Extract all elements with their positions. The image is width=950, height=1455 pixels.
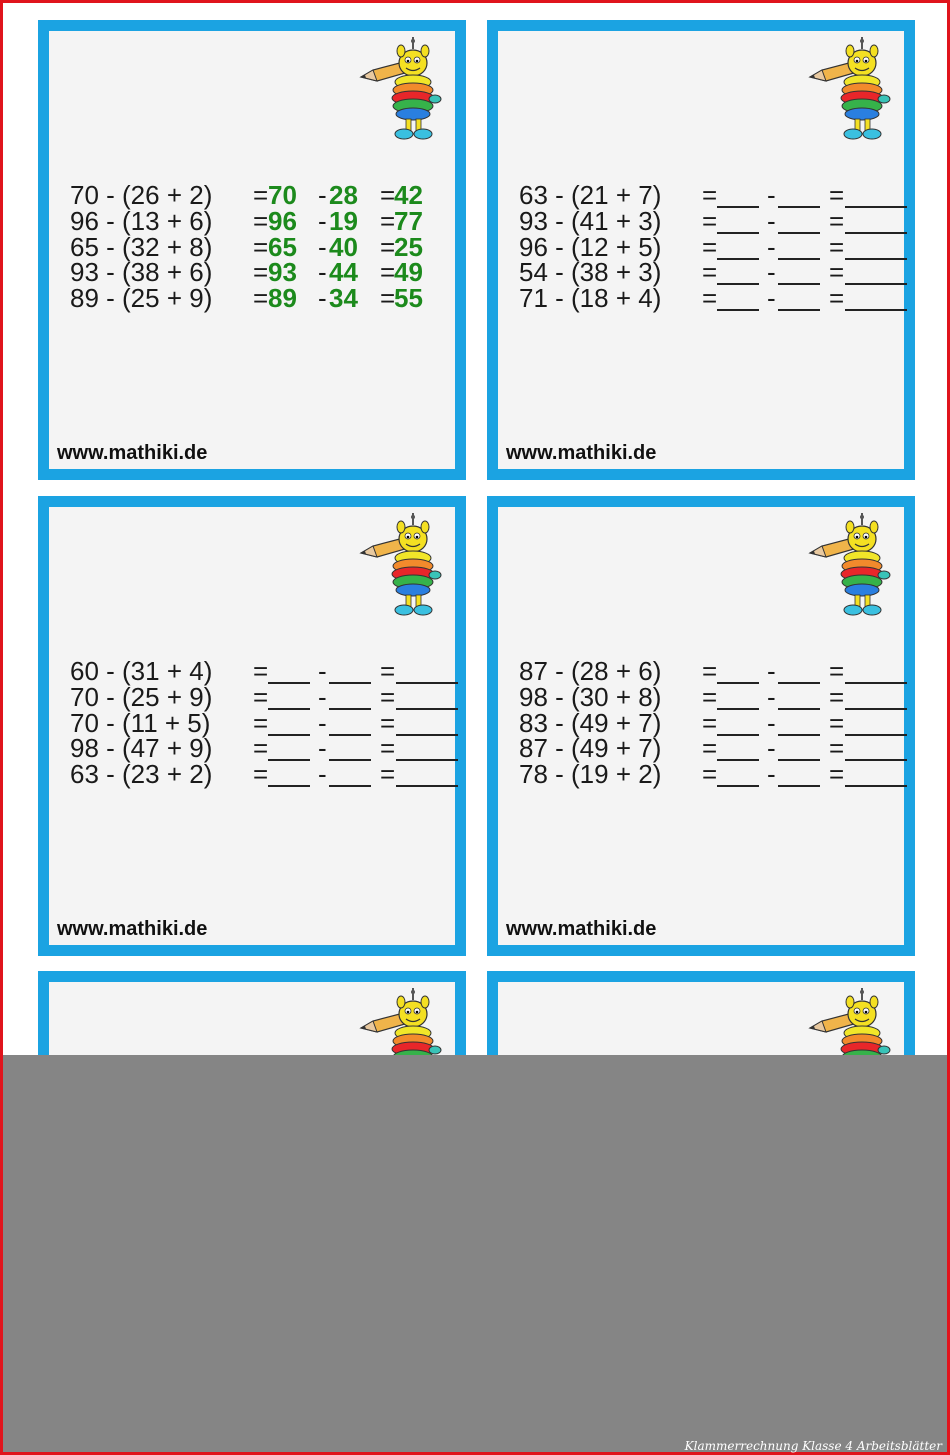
answer-blank xyxy=(778,737,820,761)
equation-row xyxy=(519,658,899,684)
equals-sign: = xyxy=(380,759,396,790)
equation-expression: 54 - (38 + 3) xyxy=(519,257,662,288)
minus-sign: - xyxy=(767,733,776,764)
answer-blank xyxy=(329,763,371,787)
mascot-icon xyxy=(808,37,898,145)
equals-sign: = xyxy=(253,205,269,236)
equation-expression: 63 - (21 + 7) xyxy=(519,180,662,210)
equals-sign: = xyxy=(702,707,718,738)
equals-sign: = xyxy=(702,283,718,314)
equation-expression: 89 - (25 + 9) xyxy=(70,283,213,314)
answer-blank xyxy=(717,737,759,761)
answer-blank xyxy=(845,236,907,260)
answer-blank xyxy=(396,763,458,787)
answer-blank xyxy=(845,763,907,787)
equals-sign: = xyxy=(253,707,269,738)
equals-sign: = xyxy=(829,257,845,288)
minus-sign: - xyxy=(318,180,327,210)
answer-blank xyxy=(845,660,907,684)
answer-value: 49 xyxy=(394,257,423,288)
answer-blank xyxy=(778,763,820,787)
answer-blank xyxy=(396,660,458,684)
site-url: www.mathiki.de xyxy=(57,918,208,940)
answer-blank xyxy=(329,660,371,684)
answer-blank xyxy=(717,763,759,787)
equals-sign: = xyxy=(829,733,845,764)
minus-sign: - xyxy=(318,205,327,236)
mascot-icon xyxy=(359,37,449,145)
equals-sign: = xyxy=(829,759,845,790)
equals-sign: = xyxy=(702,759,718,790)
answer-blank xyxy=(845,184,907,208)
equation-expression: 98 - (47 + 9) xyxy=(70,733,213,764)
answer-value: 70 xyxy=(268,180,297,210)
minus-sign: - xyxy=(318,656,327,686)
minus-sign: - xyxy=(767,180,776,210)
answer-blank xyxy=(329,686,371,710)
equation-row xyxy=(70,707,450,738)
equals-sign: = xyxy=(253,656,269,686)
equation-list xyxy=(519,180,899,314)
minus-sign: - xyxy=(767,231,776,262)
equation-row xyxy=(519,283,899,314)
answer-value: 77 xyxy=(394,205,423,236)
equals-sign: = xyxy=(253,733,269,764)
equation-expression: 60 - (31 + 4) xyxy=(70,656,213,686)
equation-expression: 98 - (30 + 8) xyxy=(519,681,662,712)
equals-sign: = xyxy=(253,180,269,210)
answer-blank xyxy=(268,660,310,684)
answer-blank xyxy=(717,287,759,311)
answer-value: 55 xyxy=(394,283,423,314)
equals-sign: = xyxy=(253,231,269,262)
answer-blank xyxy=(845,287,907,311)
equation-expression: 70 - (26 + 2) xyxy=(70,180,213,210)
minus-sign: - xyxy=(767,205,776,236)
equation-expression: 83 - (49 + 7) xyxy=(519,707,662,738)
minus-sign: - xyxy=(767,681,776,712)
answer-blank xyxy=(778,686,820,710)
answer-blank xyxy=(268,712,310,736)
equals-sign: = xyxy=(829,656,845,686)
equals-sign: = xyxy=(702,681,718,712)
caption: Klammerrechnung Klasse 4 Arbeitsblätter xyxy=(684,1439,942,1453)
equals-sign: = xyxy=(829,231,845,262)
equals-sign: = xyxy=(829,283,845,314)
answer-blank xyxy=(268,737,310,761)
equation-row xyxy=(70,231,450,262)
equation-row xyxy=(70,257,450,288)
answer-blank xyxy=(778,261,820,285)
answer-blank xyxy=(396,712,458,736)
answer-value: 34 xyxy=(329,283,358,314)
equation-expression: 87 - (49 + 7) xyxy=(519,733,662,764)
answer-value: 44 xyxy=(329,257,358,288)
equation-row xyxy=(519,257,899,288)
answer-blank xyxy=(396,737,458,761)
equation-list xyxy=(70,180,450,314)
equals-sign: = xyxy=(702,205,718,236)
equation-expression: 65 - (32 + 8) xyxy=(70,231,213,262)
answer-value: 93 xyxy=(268,257,297,288)
answer-blank xyxy=(717,660,759,684)
answer-blank xyxy=(329,712,371,736)
equation-row xyxy=(519,733,899,764)
equals-sign: = xyxy=(380,180,396,210)
equation-expression: 71 - (18 + 4) xyxy=(519,283,662,314)
equals-sign: = xyxy=(380,733,396,764)
equation-row xyxy=(519,759,899,790)
equals-sign: = xyxy=(829,180,845,210)
answer-blank xyxy=(329,737,371,761)
equation-row xyxy=(519,182,899,208)
minus-sign: - xyxy=(318,733,327,764)
equals-sign: = xyxy=(702,733,718,764)
site-url: www.mathiki.de xyxy=(506,442,657,464)
equals-sign: = xyxy=(380,707,396,738)
minus-sign: - xyxy=(318,257,327,288)
equation-expression: 78 - (19 + 2) xyxy=(519,759,662,790)
equals-sign: = xyxy=(380,681,396,712)
equation-list xyxy=(70,656,450,790)
equals-sign: = xyxy=(380,257,396,288)
equals-sign: = xyxy=(702,656,718,686)
equation-row xyxy=(519,231,899,262)
equation-expression: 70 - (11 + 5) xyxy=(70,707,211,738)
answer-blank xyxy=(268,686,310,710)
task-card xyxy=(38,20,466,480)
task-card xyxy=(38,496,466,956)
answer-blank xyxy=(717,712,759,736)
answer-value: 96 xyxy=(268,205,297,236)
equals-sign: = xyxy=(253,759,269,790)
mascot-icon xyxy=(808,513,898,621)
equation-expression: 93 - (38 + 6) xyxy=(70,257,213,288)
equation-expression: 96 - (12 + 5) xyxy=(519,231,662,262)
equation-row xyxy=(70,658,450,684)
equals-sign: = xyxy=(380,231,396,262)
answer-blank xyxy=(778,287,820,311)
answer-blank xyxy=(778,184,820,208)
equation-row xyxy=(70,283,450,314)
equation-row xyxy=(70,205,450,236)
answer-blank xyxy=(845,737,907,761)
equation-row xyxy=(519,681,899,712)
gray-overlay xyxy=(0,1055,950,1455)
equation-row xyxy=(70,681,450,712)
task-card xyxy=(487,496,915,956)
equals-sign: = xyxy=(829,205,845,236)
task-card xyxy=(487,20,915,480)
answer-blank xyxy=(845,210,907,234)
answer-blank xyxy=(845,712,907,736)
minus-sign: - xyxy=(318,231,327,262)
answer-value: 40 xyxy=(329,231,358,262)
minus-sign: - xyxy=(767,283,776,314)
answer-blank xyxy=(845,686,907,710)
answer-blank xyxy=(778,660,820,684)
answer-blank xyxy=(268,763,310,787)
answer-blank xyxy=(778,236,820,260)
equation-expression: 63 - (23 + 2) xyxy=(70,759,213,790)
equation-row xyxy=(519,707,899,738)
minus-sign: - xyxy=(767,656,776,686)
equals-sign: = xyxy=(829,681,845,712)
answer-value: 42 xyxy=(394,180,423,210)
answer-blank xyxy=(778,210,820,234)
equals-sign: = xyxy=(380,205,396,236)
answer-blank xyxy=(717,686,759,710)
answer-blank xyxy=(845,261,907,285)
answer-value: 65 xyxy=(268,231,297,262)
minus-sign: - xyxy=(318,681,327,712)
answer-value: 19 xyxy=(329,205,358,236)
equals-sign: = xyxy=(253,283,269,314)
equals-sign: = xyxy=(702,257,718,288)
equation-list xyxy=(519,656,899,790)
minus-sign: - xyxy=(318,283,327,314)
answer-value: 25 xyxy=(394,231,423,262)
equation-expression: 96 - (13 + 6) xyxy=(70,205,213,236)
minus-sign: - xyxy=(318,707,327,738)
equals-sign: = xyxy=(253,681,269,712)
minus-sign: - xyxy=(767,257,776,288)
answer-blank xyxy=(717,210,759,234)
equals-sign: = xyxy=(702,180,718,210)
equation-expression: 70 - (25 + 9) xyxy=(70,681,213,712)
minus-sign: - xyxy=(767,759,776,790)
equals-sign: = xyxy=(253,257,269,288)
equation-row xyxy=(70,759,450,790)
equation-expression: 93 - (41 + 3) xyxy=(519,205,662,236)
equals-sign: = xyxy=(380,656,396,686)
minus-sign: - xyxy=(767,707,776,738)
minus-sign: - xyxy=(318,759,327,790)
equals-sign: = xyxy=(702,231,718,262)
answer-blank xyxy=(396,686,458,710)
answer-value: 28 xyxy=(329,180,358,210)
equals-sign: = xyxy=(380,283,396,314)
equation-row xyxy=(70,733,450,764)
answer-blank xyxy=(717,184,759,208)
answer-value: 89 xyxy=(268,283,297,314)
answer-blank xyxy=(717,261,759,285)
answer-blank xyxy=(717,236,759,260)
site-url: www.mathiki.de xyxy=(506,918,657,940)
site-url: www.mathiki.de xyxy=(57,442,208,464)
equals-sign: = xyxy=(829,707,845,738)
answer-blank xyxy=(778,712,820,736)
mascot-icon xyxy=(359,513,449,621)
equation-row xyxy=(70,182,450,208)
equation-row xyxy=(519,205,899,236)
equation-expression: 87 - (28 + 6) xyxy=(519,656,662,686)
